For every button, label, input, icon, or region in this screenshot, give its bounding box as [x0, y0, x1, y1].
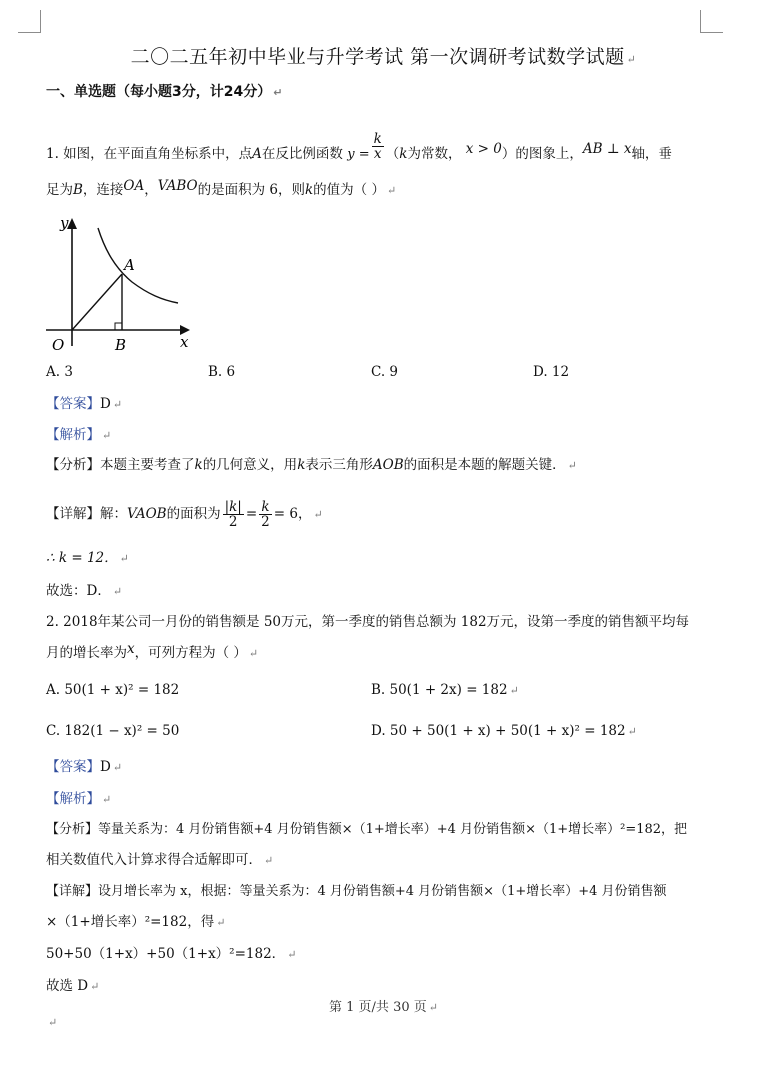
q2-option-c: C. 182(1 − x)² = 50 — [46, 723, 180, 739]
q1-option-a: A. 3 — [46, 364, 73, 380]
q2-stem-line2: 月的增长率为x，可列方程为（ ） ↵ — [46, 641, 259, 661]
q1-fenxi: 【分析】本题主要考查了k的几何意义，用k表示三角形AOB的面积是本题的解题关键． ↵ — [46, 457, 577, 473]
q2-analysis-heading: 【解析】 ↵ — [46, 791, 112, 807]
crop-mark-top-right — [700, 10, 723, 33]
exam-title: 二〇二五年初中毕业与升学考试 第一次调研考试数学试题 ↵ — [130, 46, 637, 68]
q2-option-b: B. 50(1 + 2x) = 182 ↵ — [371, 682, 519, 698]
label-y: y — [60, 214, 69, 232]
q1-stem-line1: 1. 如图，在平面直角坐标系中，点A在反比例函数 y = $\frac{k}{x}$ （k为常数， x > 0）的图象上，AB ⊥ x轴，垂 — [46, 131, 672, 162]
section-heading: 一、单选题（每小题3分，计24分） ↵ — [46, 84, 283, 100]
q1-analysis-heading: 【解析】 ↵ — [46, 427, 112, 443]
segment-oa — [72, 274, 122, 330]
y-axis-arrow — [67, 218, 77, 229]
q2-fenxi-line1: 【分析】等量关系为：4 月份销售额+4 月份销售额×（1+增长率）+4 月份销售额×（1+增长率）²=182，把 — [46, 822, 688, 837]
q1-graph — [40, 210, 210, 360]
label-x: x — [180, 333, 189, 351]
q1-option-c: C. 9 — [371, 364, 399, 380]
hyperbola-curve — [98, 228, 178, 303]
q1-answer: 【答案】D ↵ — [46, 396, 123, 412]
q1-choose: 故选：D． ↵ — [46, 583, 123, 599]
q2-answer: 【答案】D ↵ — [46, 759, 123, 775]
trailing-paragraph-mark: ↵ — [48, 1016, 58, 1029]
q2-option-a: A. 50(1 + x)² = 182 — [46, 682, 180, 698]
q1-option-b: B. 6 — [208, 364, 236, 380]
q2-detail-line1: 【详解】设月增长率为 x，根据：等量关系为：4 月份销售额+4 月份销售额×（1+增长率）+4 月份销售额 — [46, 884, 667, 899]
q2-detail-line3: 50+50（1+x）+50（1+x）²=182． ↵ — [46, 946, 297, 962]
q2-detail-line2: ×（1+增长率）²=182，得 ↵ — [46, 914, 226, 930]
q1-option-d: D. 12 — [533, 364, 570, 380]
right-angle-mark — [115, 323, 122, 330]
q1-detail: 【详解】解：VAOB的面积为 $\frac{|k|}{2}$ = $\frac{k}{2}$ = 6， ↵ — [46, 499, 323, 530]
q2-choose: 故选 D ↵ — [46, 978, 100, 994]
label-a: A — [124, 256, 135, 274]
page-footer: 第 1 页/共 30 页 ↵ — [329, 1000, 438, 1015]
q1-therefore: ∴ k = 12． ↵ — [46, 550, 129, 566]
q1-stem-line2: 足为B，连接OA，VABO的是面积为 6，则k的值为（ ） ↵ — [46, 178, 397, 198]
q2-fenxi-line2: 相关数值代入计算求得合适解即可． ↵ — [46, 852, 274, 868]
crop-mark-top-left — [18, 10, 41, 33]
q2-option-d: D. 50 + 50(1 + x) + 50(1 + x)² = 182 ↵ — [371, 723, 637, 739]
label-b: B — [115, 336, 127, 354]
label-o: O — [52, 336, 65, 354]
q2-stem-line1: 2. 2018年某公司一月份的销售额是 50万元，第一季度的销售总额为 182万元，设第一季度的销售额平均每 — [46, 614, 690, 630]
